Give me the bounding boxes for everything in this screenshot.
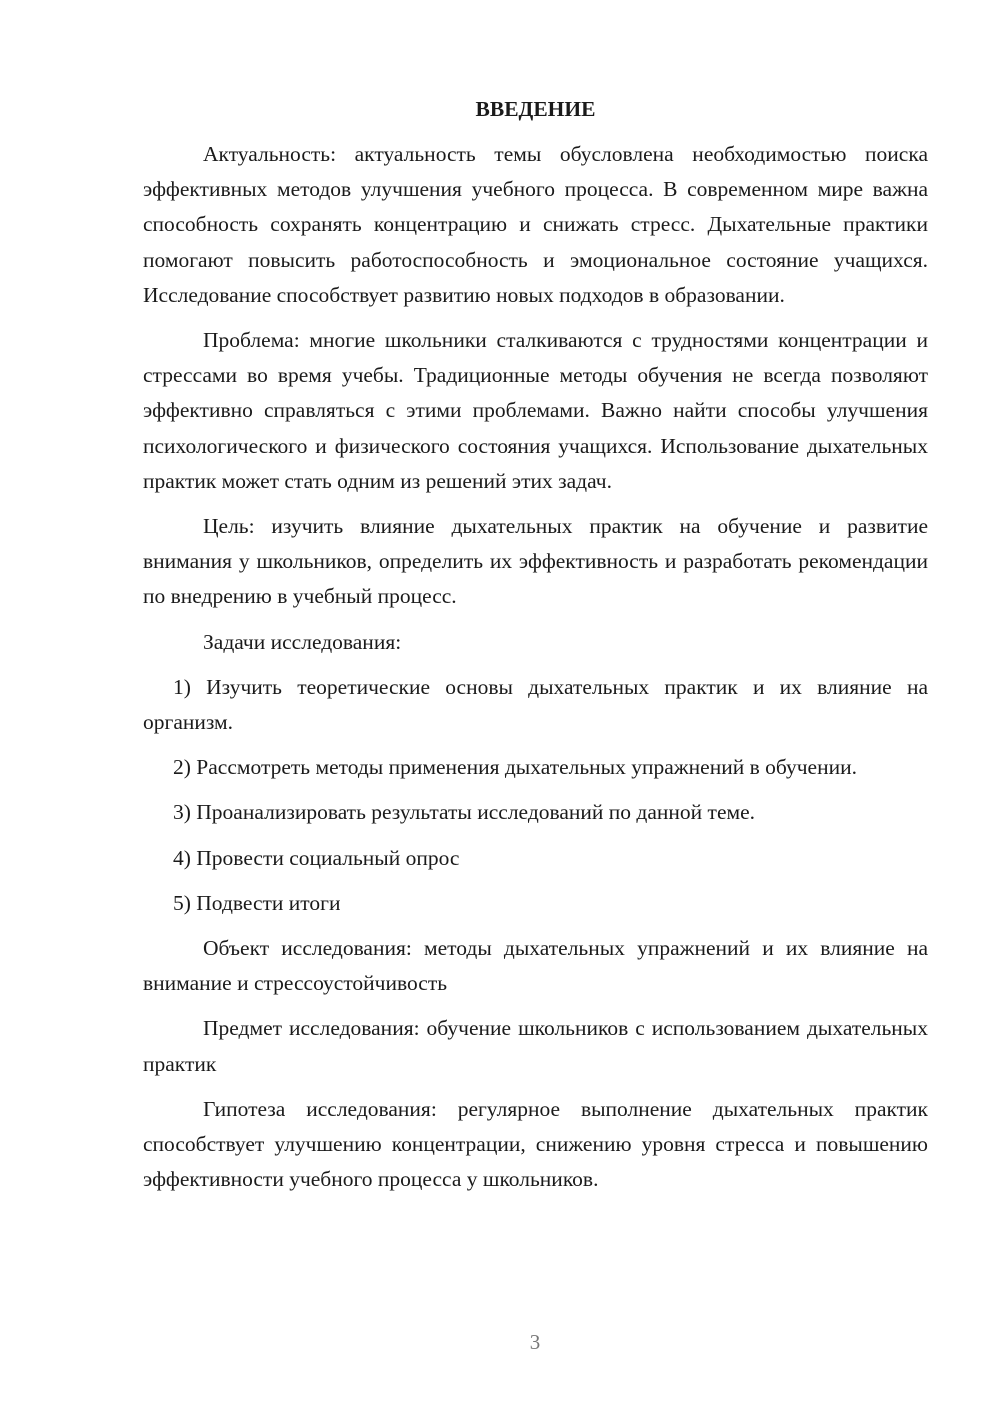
page-number: 3: [529, 1330, 541, 1354]
paragraph-hypothesis: Гипотеза исследования: регулярное выполнение дыхательных практик способствует улучшению концентрации, снижению уровня стресса и повышению эффективности учебного процесса у школьников.: [143, 1096, 928, 1192]
task-item-4: 4) Провести социальный опрос: [173, 845, 460, 870]
tasks-heading: Задачи исследования:: [203, 629, 402, 654]
paragraph-goal: Цель: изучить влияние дыхательных практик на обучение и развитие внимания у школьников, определить их эффективность и разработать рекомендации по внедрению в учебный процесс.: [143, 514, 928, 609]
task-item-3: 3) Проанализировать результаты исследований по данной теме.: [173, 800, 756, 825]
page-title: ВВЕДЕНИЕ: [475, 97, 596, 121]
document-page: [143, 92, 928, 1207]
task-item-5: 5) Подвести итоги: [173, 890, 341, 915]
task-item-2: 2) Рассмотреть методы применения дыхательных упражнений в обучении.: [173, 755, 857, 780]
paragraph-problem: Проблема: многие школьники сталкиваются с трудностями концентрации и стрессами во время учебы. Традиционные методы обучения не всегда позволяют эффективно справляться с этими проблемами. Важно найти способы улучшения психологического и физического состояния учащихся. Использование дыхательных практик может стать одним из решений этих задач.: [143, 328, 928, 493]
paragraph-relevance: Актуальность: актуальность темы обусловлена необходимостью поиска эффективных методов улучшения учебного процесса. В современном мире важна способность сохранять концентрацию и снижать стресс. Дыхательные практики помогают повысить работоспособность и эмоциональное состояние учащихся. Исследование способствует развитию новых подходов в образовании.: [143, 142, 928, 307]
paragraph-subject: Предмет исследования: обучение школьников с использованием дыхательных практик: [143, 1016, 928, 1076]
task-item-1: 1) Изучить теоретические основы дыхательных практик и их влияние на организм.: [143, 674, 928, 735]
paragraph-object: Объект исследования: методы дыхательных упражнений и их влияние на внимание и стрессоустойчивость: [143, 936, 928, 996]
